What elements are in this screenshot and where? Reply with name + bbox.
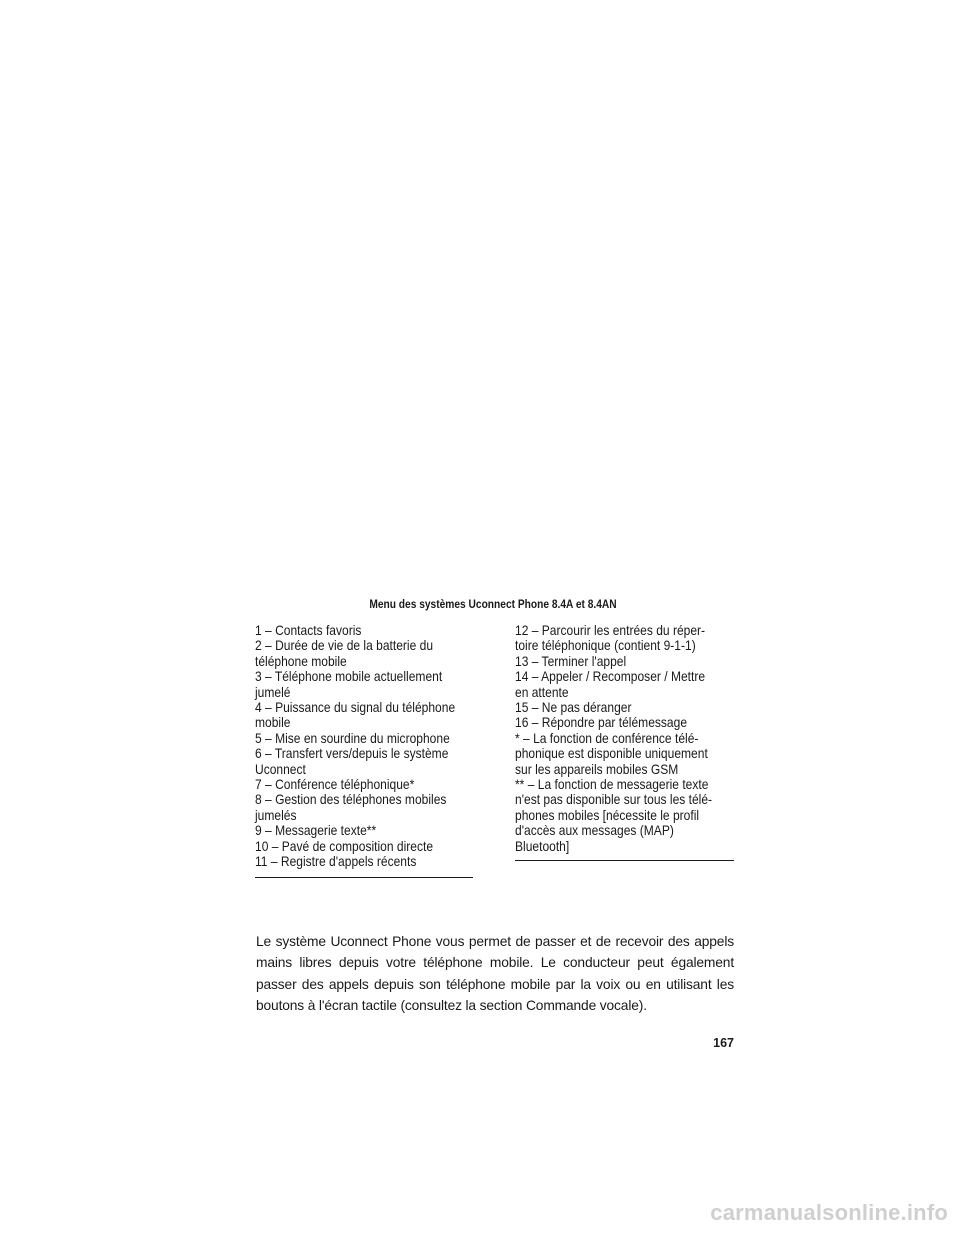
legend-line: Uconnect	[255, 760, 306, 777]
legend-line: toire téléphonique (contient 9-1-1)	[515, 637, 696, 654]
legend-line: 7 – Conférence téléphonique*	[255, 776, 415, 793]
legend-line: 3 – Téléphone mobile actuellement	[255, 668, 443, 685]
legend-line: 12 – Parcourir les entrées du réper-	[515, 622, 706, 638]
legend-line: 1 – Contacts favoris	[255, 622, 362, 638]
legend-line: 4 – Puissance du signal du téléphone	[255, 699, 456, 716]
legend-line: 9 – Messagerie texte**	[255, 822, 377, 839]
page-number: 167	[713, 1036, 734, 1050]
legend-right-divider	[515, 860, 734, 861]
legend-line: 14 – Appeler / Recomposer / Mettre	[515, 668, 706, 685]
legend-line: téléphone mobile	[255, 652, 347, 669]
legend-line: d'accès aux messages (MAP)	[515, 822, 674, 839]
legend-left-column	[255, 623, 485, 870]
legend-line: Bluetooth]	[515, 837, 570, 854]
legend-line: * – La fonction de conférence télé-	[515, 729, 699, 746]
figure-caption: Menu des systèmes Uconnect Phone 8.4A et 8.4AN	[369, 597, 617, 611]
legend-line: 10 – Pavé de composition directe	[255, 837, 434, 854]
legend-line: 11 – Registre d'appels récents	[255, 853, 417, 870]
legend-line: 5 – Mise en sourdine du microphone	[255, 729, 450, 746]
legend-line: mobile	[255, 714, 291, 731]
body-paragraph: Le système Uconnect Phone vous permet de passer et de recevoir des appels mains libres depuis votre téléphone mobile. Le conducteur peut également passer des appels depuis son téléphone mobile par la voix ou en utilisant les boutons à l'écran tactile (consultez la section Commande vocale).	[256, 933, 734, 1014]
legend-line: jumelé	[255, 683, 291, 700]
legend-line: 8 – Gestion des téléphones mobiles	[255, 791, 447, 808]
legend-right-column	[515, 623, 745, 854]
legend-line: 13 – Terminer l'appel	[515, 652, 627, 669]
legend-line: 16 – Répondre par télémessage	[515, 714, 688, 731]
legend-line: 2 – Durée de vie de la batterie du	[255, 637, 434, 654]
legend-line: jumelés	[255, 806, 297, 823]
legend-line: sur les appareils mobiles GSM	[515, 760, 679, 777]
legend-line: ** – La fonction de messagerie texte	[515, 776, 709, 793]
legend-line: 15 – Ne pas déranger	[515, 699, 632, 716]
legend-line: n'est pas disponible sur tous les télé-	[515, 791, 713, 808]
legend-line: phones mobiles [nécessite le profil	[515, 806, 700, 823]
legend-line: phonique est disponible uniquement	[515, 745, 708, 762]
legend-left-divider	[255, 877, 473, 878]
watermark: carmanualsonline.info	[710, 1200, 948, 1225]
legend-line: 6 – Transfert vers/depuis le système	[255, 745, 449, 762]
legend-line: en attente	[515, 683, 569, 700]
